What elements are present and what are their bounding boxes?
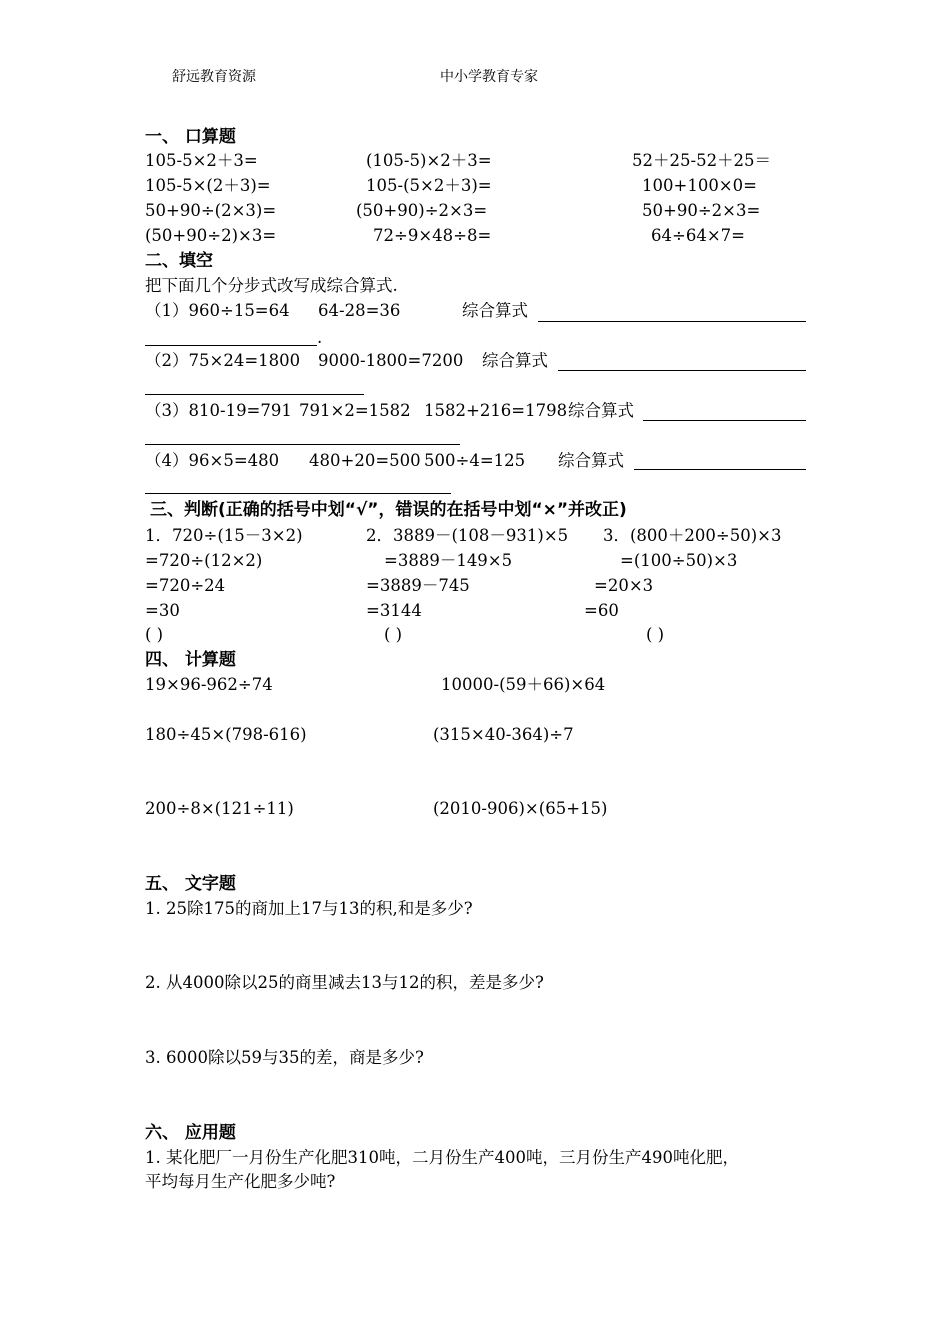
oral-problem: 50+90÷(2×3)=: [145, 201, 277, 220]
section-title-application: 六、 应用题: [145, 1123, 236, 1143]
judge-line: =(100÷50)×3: [620, 551, 738, 570]
section-title-oral: 一、 口算题: [145, 127, 236, 147]
header-right: 中小学教育专家: [440, 69, 538, 85]
calc-problem: 10000-(59＋66)×64: [441, 675, 606, 694]
fill-step: （1）960÷15=64: [145, 301, 290, 320]
judge-line: =60: [584, 601, 619, 620]
answer-line: [145, 444, 460, 445]
section-title-word: 五、 文字题: [145, 874, 236, 894]
oral-problem: 105-5×(2＋3)=: [145, 176, 271, 195]
fill-step: （4）96×5=480: [145, 451, 280, 470]
fill-step: （3）810-19=791: [145, 401, 292, 420]
judge-line: =3889－149×5: [384, 551, 513, 570]
application-problem-line: 1. 某化肥厂一月份生产化肥310吨，二月份生产400吨，三月份生产490吨化肥，: [145, 1148, 739, 1167]
calc-problem: 200÷8×(121÷11): [145, 799, 294, 818]
judge-line: =3144: [366, 601, 422, 620]
header-left: 舒远教育资源: [172, 69, 256, 85]
judge-answer-paren[interactable]: ( ): [646, 625, 665, 644]
oral-problem: 64÷64×7=: [651, 226, 745, 245]
answer-line: [145, 493, 451, 494]
answer-line: [538, 321, 806, 322]
fill-step: 791×2=1582: [299, 401, 411, 420]
judge-line: =3889－745: [366, 576, 470, 595]
oral-problem: 72÷9×48÷8=: [373, 226, 492, 245]
oral-problem: 100+100×0=: [642, 176, 757, 195]
oral-problem: 105-(5×2＋3)=: [366, 176, 492, 195]
oral-problem: (50+90)÷2×3=: [356, 201, 488, 220]
combined-label: 综合算式: [568, 401, 634, 420]
judge-line: =720÷24: [145, 576, 226, 595]
section-title-fill: 二、填空: [145, 251, 213, 271]
calc-problem: 19×96-962÷74: [145, 675, 273, 694]
answer-line: [643, 420, 806, 421]
oral-problem: (105-5)×2＋3=: [366, 151, 492, 170]
judge-line: =720÷(12×2): [145, 551, 263, 570]
judge-line: =20×3: [594, 576, 654, 595]
answer-line: [634, 469, 806, 470]
word-problem: 2. 从4000除以25的商里减去13与12的积，差是多少?: [145, 973, 544, 992]
answer-line: [558, 370, 806, 371]
calc-problem: (2010-906)×(65+15): [433, 799, 608, 818]
section-title-judge: 三、判断(正确的括号中划“√”，错误的在括号中划“×”并改正): [150, 500, 627, 520]
combined-label: 综合算式: [482, 351, 548, 370]
answer-line: [145, 345, 317, 346]
judge-line: =30: [145, 601, 180, 620]
fill-step: 1582+216=1798: [424, 401, 568, 420]
fill-step: 9000-1800=7200: [318, 351, 464, 370]
answer-period: .: [317, 328, 323, 347]
fill-step: 500÷4=125: [424, 451, 526, 470]
judge-answer-paren[interactable]: ( ): [384, 625, 403, 644]
calc-problem: 180÷45×(798-616): [145, 725, 307, 744]
answer-line: [145, 394, 364, 395]
combined-label: 综合算式: [462, 301, 528, 320]
judge-answer-paren[interactable]: ( ): [145, 625, 164, 644]
judge-line: 2．3889－(108－931)×5: [366, 526, 569, 545]
combined-label: 综合算式: [558, 451, 624, 470]
judge-line: 1．720÷(15－3×2): [145, 526, 303, 545]
calc-problem: (315×40-364)÷7: [433, 725, 574, 744]
judge-line: 3．(800＋200÷50)×3: [603, 526, 782, 545]
fill-step: 480+20=500: [309, 451, 421, 470]
fill-step: （2）75×24=1800: [145, 351, 301, 370]
section-title-calc: 四、 计算题: [145, 650, 236, 670]
fill-intro: 把下面几个分步式改写成综合算式.: [145, 276, 398, 295]
oral-problem: 50+90÷2×3=: [642, 201, 761, 220]
word-problem: 1. 25除175的商加上17与13的积,和是多少?: [145, 899, 473, 918]
application-problem-line: 平均每月生产化肥多少吨?: [145, 1172, 336, 1191]
fill-step: 64-28=36: [318, 301, 401, 320]
word-problem: 3. 6000除以59与35的差，商是多少?: [145, 1048, 424, 1067]
oral-problem: 52＋25-52＋25＝: [632, 151, 772, 170]
oral-problem: (50+90÷2)×3=: [145, 226, 277, 245]
oral-problem: 105-5×2＋3=: [145, 151, 258, 170]
